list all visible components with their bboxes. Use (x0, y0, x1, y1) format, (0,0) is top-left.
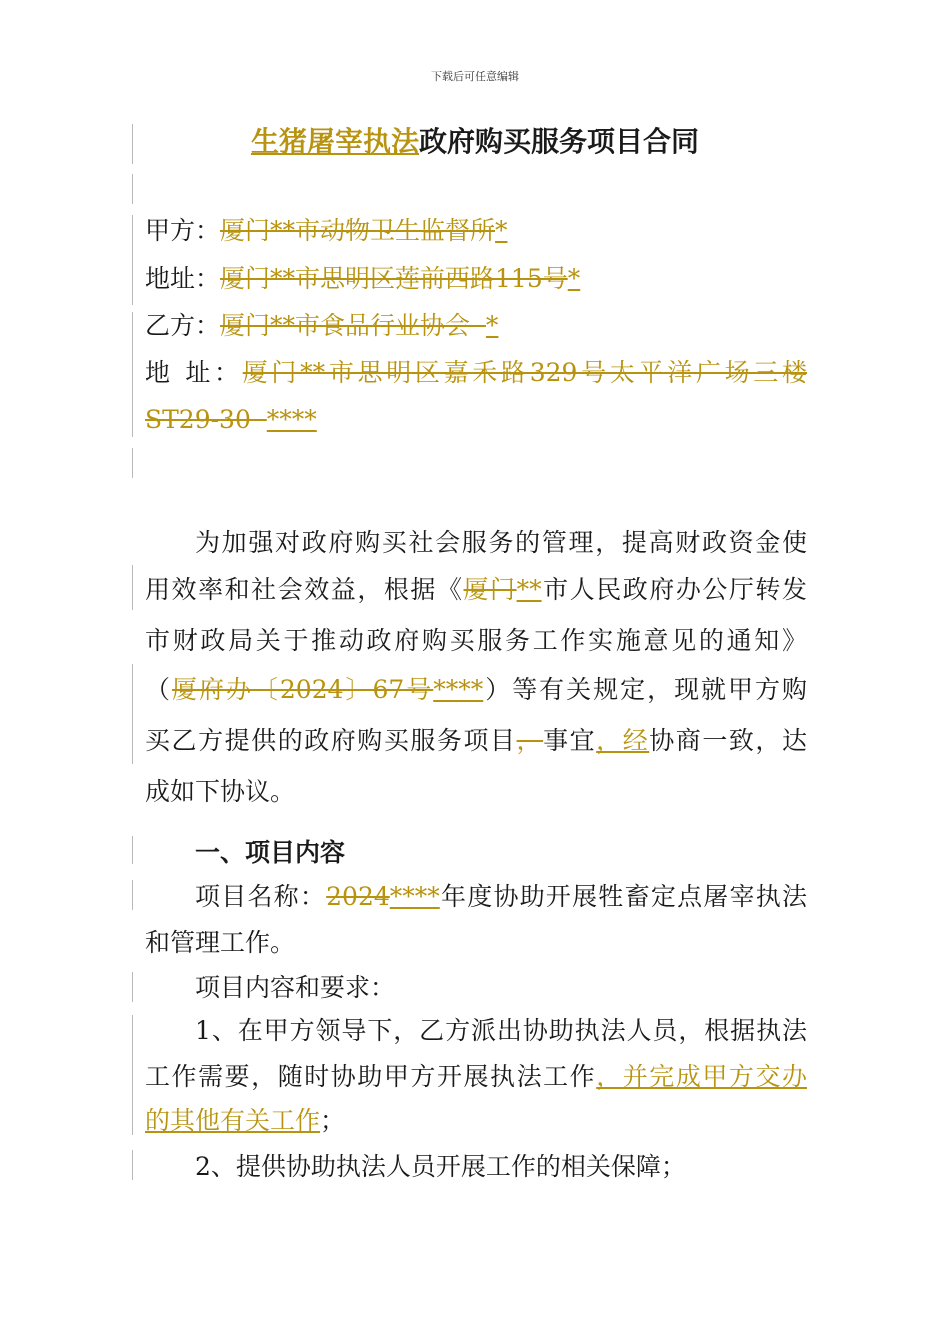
project-name-label: 项目名称： (195, 882, 327, 911)
party-a-suffix: * (495, 216, 508, 245)
change-bar (132, 836, 133, 864)
intro-deleted: 厦门 (463, 575, 517, 604)
address-a-suffix: * (567, 264, 581, 293)
project-name-text: 和管理工作。 (145, 928, 296, 957)
change-bar (132, 565, 133, 610)
intro-text: 成如下协议。 (145, 777, 296, 806)
item-1-line-2 (145, 1062, 807, 1092)
address-b-suffix: **** (266, 405, 317, 434)
party-b-line (145, 311, 807, 341)
section-heading: 一、项目内容 (195, 838, 346, 867)
party-a-value: 厦门**市动物卫生监督所 (220, 216, 496, 245)
item-1-inserted: ，并完成甲方交办 (596, 1062, 807, 1091)
change-bar (132, 972, 133, 1002)
intro-line-3 (145, 626, 807, 656)
party-b-value: 厦门**市食品行业协会 (220, 311, 486, 340)
title-rest: 政府购买服务项目合同 (419, 125, 700, 158)
document-title (0, 124, 950, 160)
intro-text: 买乙方提供的政府购买服务项目 (145, 726, 517, 755)
item-1-text: ； (320, 1106, 346, 1135)
party-b-suffix: * (485, 311, 499, 340)
intro-line-2 (145, 575, 807, 605)
intro-text: 市人民政府办公厅转发 (541, 575, 807, 604)
item-2-line: 2、提供协助执法人员开展工作的相关保障； (195, 1152, 686, 1181)
intro-text: 用效率和社会效益，根据《 (145, 575, 464, 604)
party-a-label: 甲方： (145, 216, 221, 245)
intro-line-6 (145, 777, 807, 807)
intro-text: （ (145, 675, 172, 704)
project-name-line (195, 882, 807, 912)
item-1-text: 1、在甲方领导下，乙方派出协助执法人员，根据执法 (195, 1016, 807, 1045)
change-bar (132, 174, 133, 204)
intro-inserted: ，经 (596, 726, 650, 755)
intro-inserted: **** (433, 675, 484, 704)
intro-deleted: ， (516, 726, 544, 755)
address-a-value: 厦门**市思明区莲前西路115号 (220, 264, 568, 293)
item-1-text: 工作需要，随时协助甲方开展执法工作 (145, 1062, 597, 1091)
change-bar (132, 215, 133, 305)
item-1-inserted: 的其他有关工作 (145, 1106, 321, 1135)
requirements-label: 项目内容和要求： (195, 973, 396, 1002)
intro-inserted: ** (516, 575, 542, 604)
change-bar (132, 664, 133, 764)
project-name-inserted: **** (389, 882, 440, 911)
project-name-text: 年度协助开展牲畜定点屠宰执法 (439, 882, 807, 911)
intro-line-4 (145, 675, 807, 705)
address-a-label: 地址： (145, 264, 221, 293)
change-bar (132, 312, 133, 437)
intro-text: 事宜 (543, 726, 597, 755)
address-b-label: 地 址： (145, 358, 243, 387)
header-note: 下载后可任意编辑 (431, 70, 519, 83)
intro-deleted: 厦府办〔2024〕67号 (171, 675, 434, 704)
address-b-value-line1: 厦门**市思明区嘉禾路329号太平洋广场三楼 (242, 358, 807, 387)
intro-text: 协商一致，达 (649, 726, 807, 755)
project-name-deleted: 2024 (326, 882, 390, 911)
intro-text: 为加强对政府购买社会服务的管理，提高财政资金使 (195, 528, 807, 557)
title-inserted: 生猪屠宰执法 (250, 125, 419, 158)
party-a-line (145, 216, 807, 246)
change-bar (132, 448, 133, 478)
change-bar (132, 880, 133, 910)
address-b-value-line2: ST29-30 (145, 405, 267, 434)
item-1-line-3 (145, 1106, 807, 1136)
change-bar (132, 1015, 133, 1135)
address-b-line1 (145, 358, 807, 388)
item-1-line-1 (195, 1016, 807, 1046)
intro-line-5 (145, 726, 807, 756)
address-a-line (145, 264, 807, 294)
address-b-line2 (145, 405, 807, 435)
intro-text: ）等有关规定，现就甲方购 (483, 675, 807, 704)
change-bar (132, 1150, 133, 1180)
party-b-label: 乙方： (145, 311, 221, 340)
intro-text: 市财政局关于推动政府购买服务工作实施意见的通知》 (145, 626, 807, 655)
intro-line-1 (195, 528, 807, 558)
project-name-line-2 (145, 928, 807, 958)
